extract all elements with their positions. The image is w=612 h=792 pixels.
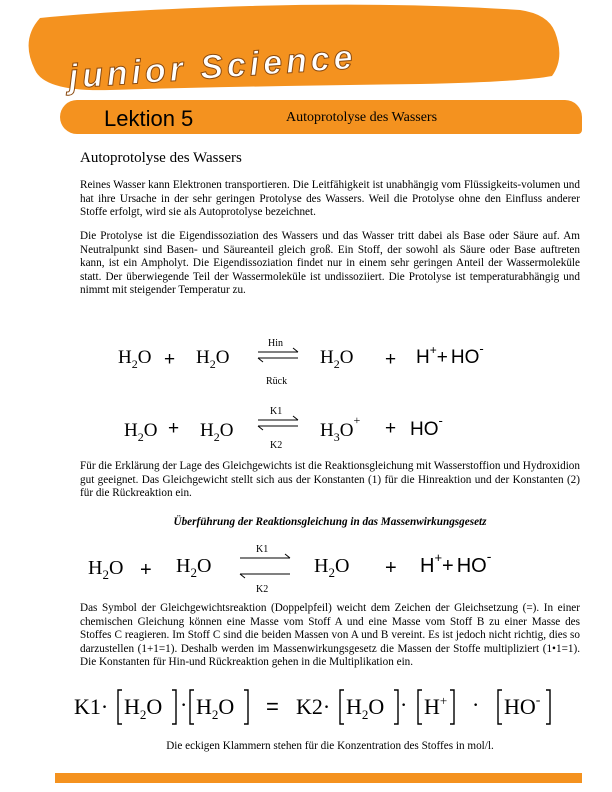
lesson-number: Lektion 5: [104, 106, 194, 131]
mwg-k1: K1·: [74, 694, 109, 719]
equation-1: [100, 330, 520, 390]
eq1-label-top: Hin: [268, 338, 283, 349]
footnote: Die eckigen Klammern stehen für die Konzentration des Stoffes in mol/l.: [166, 740, 494, 752]
eq2-hydroxide: HO-: [410, 413, 443, 440]
equation-3: [80, 538, 540, 598]
lesson-topic: Autoprotolyse des Wassers: [286, 110, 438, 125]
subheading: Überführung der Reaktionsgleichung in das Massenwirkungsgesetz: [173, 516, 487, 528]
mwg-equals: =: [266, 694, 279, 719]
equation-2: [100, 398, 520, 458]
logo-text: junior Science: [67, 38, 358, 97]
eq1-ions: H++ HO-: [416, 341, 484, 368]
mwg-hydroxide: HO-: [504, 693, 541, 719]
mwg-dot-2: ·: [400, 692, 408, 717]
eq2-hydronium: $H_3O^+$: [320, 413, 361, 444]
eq2-arrow-left: [258, 426, 298, 430]
mwg-hplus: H+: [424, 693, 448, 719]
mwg-water-2: $H_2O$: [196, 694, 235, 722]
eq2-plus-2: +: [385, 418, 397, 439]
eq1-arrow-left: [258, 358, 298, 362]
mass-action-law: [70, 684, 570, 728]
paragraph-1: Reines Wasser kann Elektronen transportieren. Die Leitfähigkeit ist unabhängig vom Flüssigkeits-volumen und hat ihre Ursache in der sehr geringen Protolyse des Wassers. Weil die Protolyse ohne den Einfluss anderer Stoffe erfolgt, wird sie als Autoprotolyse bezeichnet.: [80, 179, 580, 219]
eq3-water-3: $H_2O$: [314, 555, 350, 580]
eq3-plus-1: +: [140, 559, 152, 581]
paragraph-2: Die Protolyse ist die Eigendissoziation des Wassers und das Wasser tritt dabei als Base oder Säure auf. Am Neutralpunkt sind Basen- und Säureanteil gleich groß. Ein Stoff, der sowohl als Säure oder Base auftreten kann, ist ein Ampholyt. Die Eigendissoziation findet nur in einem sehr geringen Anteil der Wassermoleküle statt. Der überwiegende Teil der Wassermoleküle ist undissoziiert. Die Protolyse ist temperaturabhängig und nimmt mit steigender Temperatur zu.: [80, 230, 580, 297]
eq2-label-bottom: K2: [270, 440, 283, 451]
eq1-water-3: $H_2O$: [320, 347, 354, 371]
logo-banner: [0, 0, 612, 100]
eq3-water-1: $H_2O$: [88, 557, 124, 582]
eq1-water-1: $H_2O$: [118, 347, 152, 371]
eq2-label-top: K1: [270, 406, 283, 417]
eq3-ions: H++ HO-: [420, 548, 492, 577]
paragraph-4: Das Symbol der Gleichgewichtsreaktion (Doppelpfeil) weicht dem Zeichen der Gleichsetzung (=). In einer chemischen Gleichung können eine Masse vom Stoff A und eine Masse vom Stoff B zu einer Masse des Stoffes C reagieren. Im Stoff C sind die beiden Massen von A und B vereint. Es ist jedoch nicht richtig, dies so darzustellen (1+1=1). Deshalb werden im Massenwirkungsgesetz die Massen der Stoffe multipliziert (1•1=1). Die Konstanten für Hin-und Rückreaktion gehen in die Multiplikation ein.: [80, 602, 580, 669]
eq1-plus-1: +: [164, 349, 176, 370]
eq1-label-bottom: Rück: [266, 376, 288, 387]
eq3-water-2: $H_2O$: [176, 555, 212, 580]
eq1-water-2: $H_2O$: [196, 347, 230, 371]
mwg-water-3: $H_2O$: [346, 694, 385, 722]
mwg-water-1: $H_2O$: [124, 694, 163, 722]
eq1-plus-2: +: [385, 349, 397, 370]
bottom-bar: [55, 773, 582, 783]
mwg-dot-3: ·: [472, 692, 480, 717]
eq2-water-2: $H_2O$: [200, 420, 234, 444]
eq3-label-bottom: K2: [256, 584, 269, 595]
page-heading: Autoprotolyse des Wassers: [80, 150, 242, 166]
eq2-water-1: $H_2O$: [124, 420, 158, 444]
mwg-k2: K2·: [296, 694, 331, 719]
mwg-dot-1: ·: [180, 692, 188, 717]
eq3-arrow-left: [240, 574, 290, 578]
eq3-label-top: K1: [256, 544, 269, 555]
paragraph-3: Für die Erklärung der Lage des Gleichgewichts ist die Reaktionsgleichung mit Wasserstoffion und Hydroxidion gut geeignet. Das Gleichgewicht stellt sich aus der Konstanten (1) für die Hinreaktion und der Konstanten (2) für die Rückreaktion ein.: [80, 460, 580, 500]
eq3-plus-2: +: [385, 557, 397, 579]
eq2-plus-1: +: [168, 418, 180, 439]
